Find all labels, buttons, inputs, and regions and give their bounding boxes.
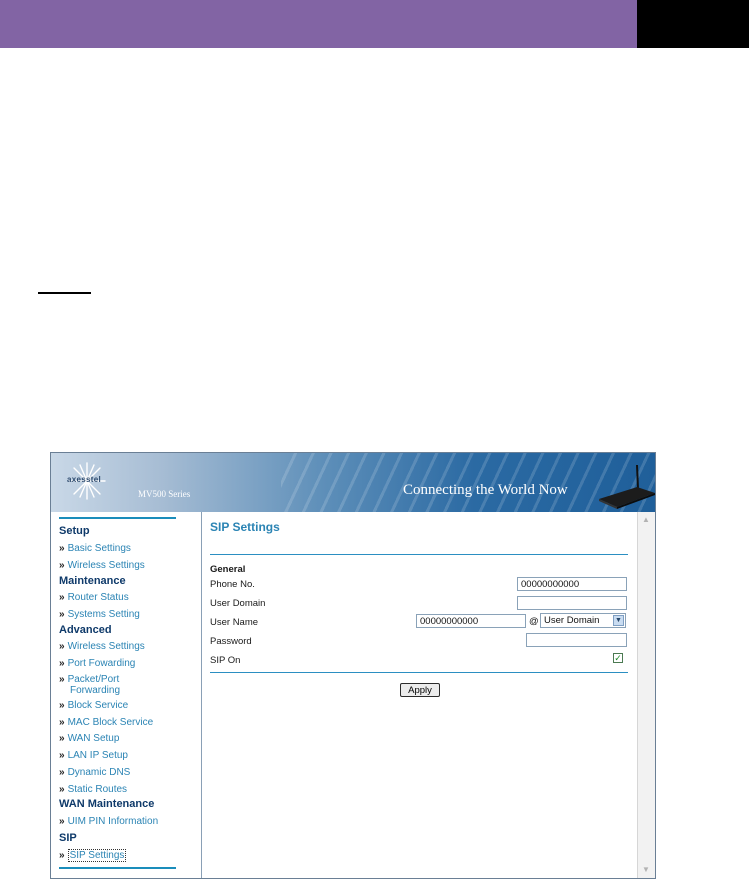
nav-wan-setup[interactable]: » WAN Setup — [59, 733, 120, 744]
sidebar-bottom-rule — [59, 867, 176, 869]
nav-dynamic-dns[interactable]: » Dynamic DNS — [59, 767, 131, 778]
nav-adv-wireless-settings[interactable]: » Wireless Settings — [59, 641, 145, 652]
sip-settings-panel — [202, 512, 636, 878]
user-domain-select[interactable] — [540, 613, 626, 628]
nav-static-routes[interactable]: » Static Routes — [59, 784, 128, 795]
purple-header-bar — [0, 0, 637, 48]
sip-on-label: SIP On — [210, 655, 241, 666]
phone-label: Phone No. — [210, 579, 255, 590]
at-symbol: @ — [529, 616, 539, 627]
nav-uim-pin-information[interactable]: » UIM PIN Information — [59, 816, 159, 827]
vertical-scrollbar[interactable] — [637, 512, 655, 878]
black-header-block — [637, 0, 749, 48]
nav-packet-port-forwarding-line2[interactable]: Forwarding — [70, 685, 121, 696]
sidebar-nav — [51, 512, 202, 878]
nav-heading-sip: SIP — [59, 832, 77, 844]
underline-mark — [38, 292, 91, 294]
password-label: Password — [210, 636, 252, 647]
user-domain-label: User Domain — [210, 598, 266, 609]
series-label: MV500 Series — [138, 489, 191, 499]
banner-tagline: Connecting the World Now — [403, 482, 568, 498]
scroll-down-icon[interactable]: ▼ — [642, 865, 650, 874]
sidebar-top-rule — [59, 517, 176, 519]
password-input[interactable] — [526, 633, 627, 647]
nav-heading-setup: Setup — [59, 525, 90, 537]
user-domain-input[interactable] — [517, 596, 627, 610]
nav-port-forwarding[interactable]: » Port Fowarding — [59, 658, 136, 669]
form-divider — [210, 672, 628, 673]
nav-heading-wan-maintenance: WAN Maintenance — [59, 798, 155, 810]
apply-button[interactable]: Apply — [400, 683, 440, 697]
brand-logo-text: axesstel — [67, 475, 101, 484]
title-divider — [210, 554, 628, 555]
nav-mac-block-service[interactable]: » MAC Block Service — [59, 717, 154, 728]
router-device-icon — [597, 461, 655, 509]
nav-lan-ip-setup[interactable]: » LAN IP Setup — [59, 750, 128, 761]
page-title: SIP Settings — [210, 520, 280, 534]
chevron-down-icon[interactable]: ▼ — [613, 615, 624, 626]
user-name-input[interactable]: 00000000000 — [416, 614, 526, 628]
nav-systems-setting[interactable]: » Systems Setting — [59, 609, 140, 620]
user-name-label: User Name — [210, 617, 259, 628]
nav-sip-settings[interactable]: » SIP Settings — [59, 850, 125, 861]
user-domain-select-value: User Domain — [544, 615, 600, 626]
router-banner — [51, 453, 655, 512]
phone-input[interactable]: 00000000000 — [517, 577, 627, 591]
router-screenshot — [50, 452, 656, 879]
nav-block-service[interactable]: » Block Service — [59, 700, 129, 711]
nav-basic-settings[interactable]: » Basic Settings — [59, 543, 131, 554]
nav-router-status[interactable]: » Router Status — [59, 592, 129, 603]
nav-heading-maintenance: Maintenance — [59, 575, 126, 587]
sip-on-checkbox[interactable]: ✓ — [614, 653, 622, 663]
nav-heading-advanced: Advanced — [59, 624, 112, 636]
nav-wireless-settings[interactable]: » Wireless Settings — [59, 560, 145, 571]
section-general: General — [210, 564, 246, 575]
nav-packet-port-forwarding[interactable]: » Packet/Port — [59, 674, 120, 685]
scroll-up-icon[interactable]: ▲ — [642, 515, 650, 524]
